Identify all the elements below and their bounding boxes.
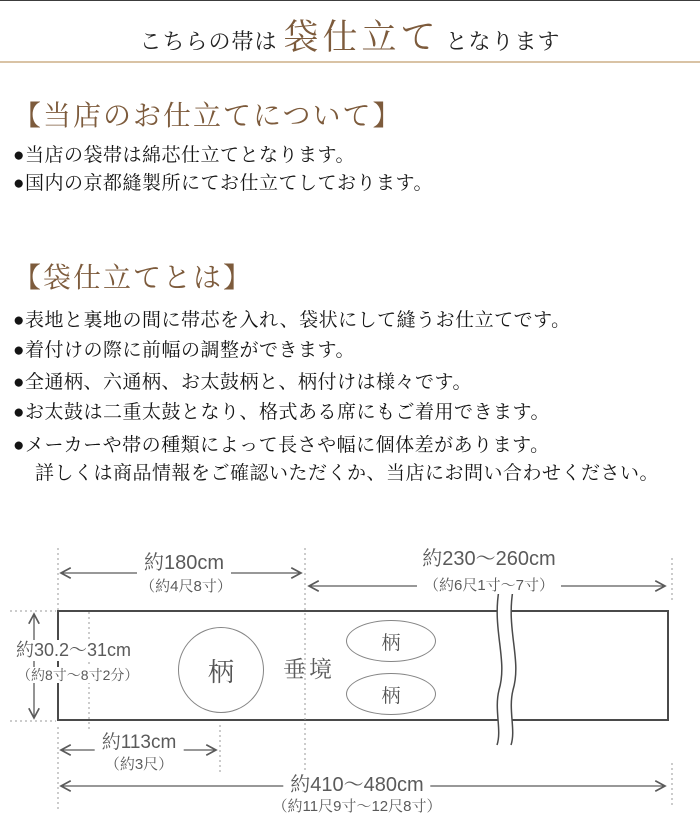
page-title-highlight: 袋仕立て <box>283 18 440 57</box>
dim-te-side-cm: 約230〜260cm <box>422 548 556 570</box>
dim-otaiko-cm: 約113cm <box>95 732 184 754</box>
dim-total-length-cm: 約410〜480cm <box>283 774 430 797</box>
bullet-item: ●国内の京都縫製所にてお仕立てしております。 <box>13 173 433 194</box>
section-heading-fukuro: 【袋仕立てとは】 <box>13 263 254 294</box>
page-title <box>0 10 700 60</box>
bullet-item: ●当店の袋帯は綿芯仕立てとなります。 <box>13 145 355 166</box>
dim-tare-side-shaku: （約4尺8寸） <box>140 578 232 595</box>
page-title-prefix: こちらの帯は <box>139 29 278 54</box>
pattern-circle-large <box>178 627 264 713</box>
dim-total-length-shaku: （約11尺9寸〜12尺8寸） <box>272 798 442 815</box>
pattern-ellipse-1 <box>346 620 436 662</box>
bullet-item: ●表地と裏地の間に帯芯を入れ、袋状にして縫うお仕立てです。 <box>13 310 571 331</box>
dim-te-side-shaku: （約6尺1寸〜7寸） <box>417 577 561 594</box>
bullet-item: ●お太鼓は二重太鼓となり、格式ある席にもご着用できます。 <box>13 402 550 423</box>
bullet-item: ●メーカーや帯の種類によって長さや幅に個体差があります。 <box>13 435 550 456</box>
break-wave <box>497 590 516 745</box>
dim-width-shaku: （約8寸〜8寸2分） <box>17 667 139 683</box>
header-divider <box>0 61 700 63</box>
page-title-suffix: となります <box>445 29 561 54</box>
dim-tare-side-cm: 約180cm <box>137 552 231 575</box>
dim-otaiko-shaku: （約3尺） <box>104 756 174 773</box>
section-note: 詳しくは商品情報をご確認いただくか、当店にお問い合わせください。 <box>35 463 660 484</box>
bullet-item: ●着付けの際に前幅の調整ができます。 <box>13 340 355 361</box>
pattern-ellipse-2 <box>346 673 436 715</box>
pattern-label: 柄 <box>381 632 401 654</box>
top-border-line <box>0 0 700 1</box>
section-heading-tailoring: 【当店のお仕立てについて】 <box>13 101 403 132</box>
pattern-label: 柄 <box>381 685 401 707</box>
tare-boundary-label: 垂境 <box>283 656 335 682</box>
pattern-label: 柄 <box>207 656 234 687</box>
dim-width-cm: 約30.2〜31cm <box>13 640 134 661</box>
bullet-item: ●全通柄、六通柄、お太鼓柄と、柄付けは様々です。 <box>13 372 472 393</box>
